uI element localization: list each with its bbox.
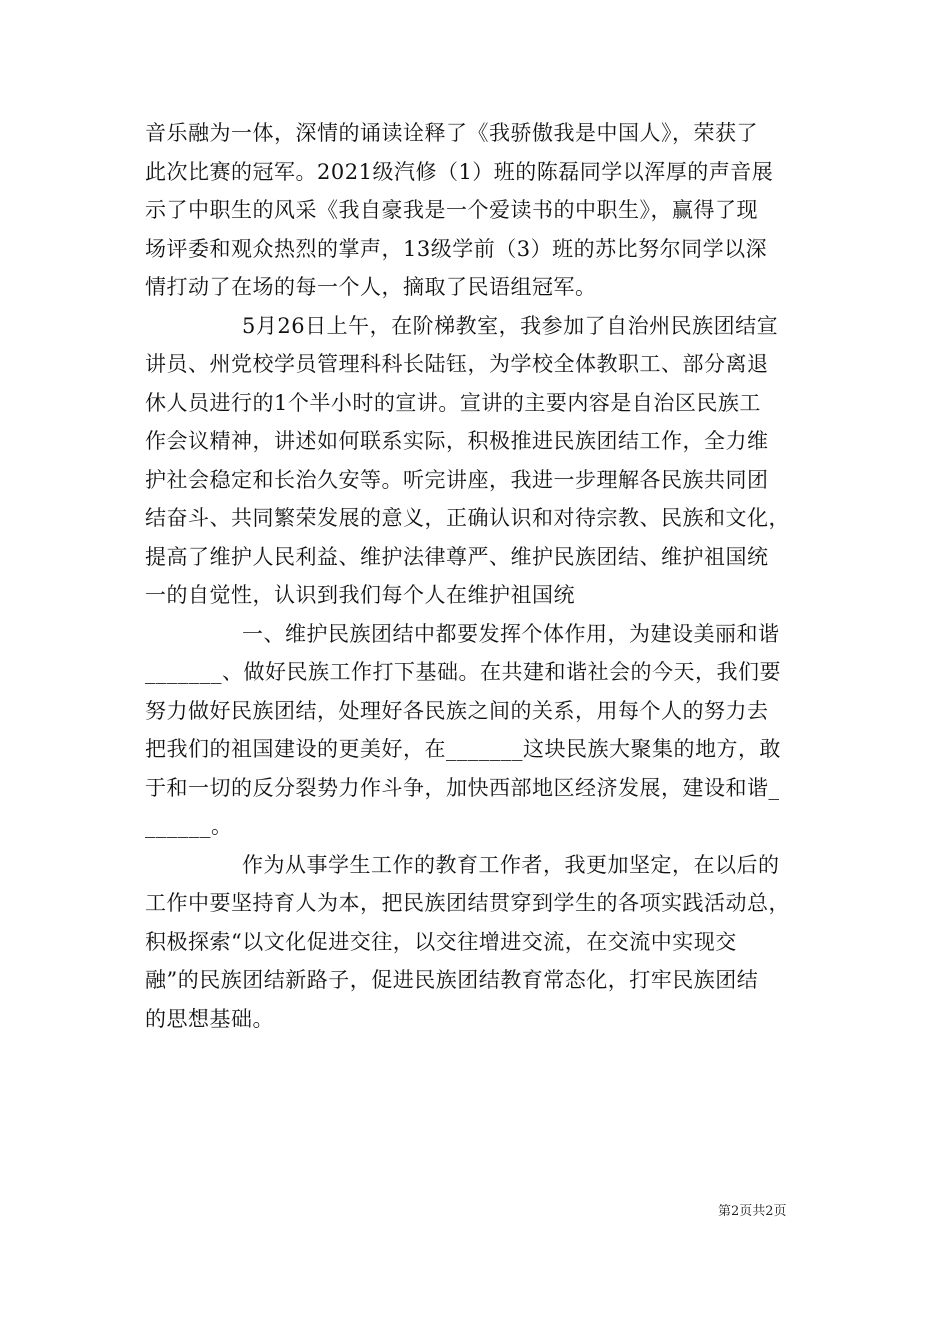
page-number-footer: 第2页共2页 bbox=[718, 1204, 787, 1219]
text-line: 护社会稳定和长治久安等。听完讲座，我进一步理解各民族共同团 bbox=[145, 467, 769, 492]
paragraph-first-line: 作为从事学生工作的教育工作者，我更加坚定，在以后的 bbox=[242, 852, 780, 877]
text-line: ______。 bbox=[145, 814, 233, 838]
text-line: 努力做好民族团结，处理好各民族之间的关系，用每个人的努力去 bbox=[145, 698, 769, 723]
text-line: 工作中要坚持育人为本，把民族团结贯穿到学生的各项实践活动总， bbox=[145, 891, 790, 915]
text-line: _______、做好民族工作打下基础。在共建和谐社会的今天，我们要 bbox=[145, 660, 781, 684]
text-line: 作会议精神，讲述如何联系实际，积极推进民族团结工作，全力维 bbox=[145, 429, 769, 453]
text-line: 的思想基础。 bbox=[145, 1006, 274, 1031]
text-line: 此次比赛的冠军。2021级汽修（1）班的陈磊同学以浑厚的声音展 bbox=[145, 159, 774, 184]
text-line: 讲员、州党校学员管理科科长陆钰，为学校全体教职工、部分离退 bbox=[145, 352, 769, 376]
text-line: 于和一切的反分裂势力作斗争，加快西部地区经济发展，建设和谐_ bbox=[145, 775, 780, 800]
text-line: 场评委和观众热烈的掌声，13级学前（3）班的苏比努尔同学以深 bbox=[145, 236, 768, 261]
document-body bbox=[145, 114, 810, 1038]
text-line: 情打动了在场的每一个人，摘取了民语组冠军。 bbox=[145, 275, 597, 299]
text-line: 把我们的祖国建设的更美好，在_______这块民族大聚集的地方，敢 bbox=[145, 737, 781, 761]
text-line: 示了中职生的风采《我自豪我是一个爱读书的中职生》，赢得了现 bbox=[145, 198, 758, 222]
text-line: 提高了维护人民利益、维护法律尊严、维护民族团结、维护祖国统 bbox=[145, 544, 769, 569]
text-line: 一的自觉性，认识到我们每个人在维护祖国统 bbox=[145, 583, 575, 607]
paragraph-first-line: 5月26日上午，在阶梯教室，我参加了自治州民族团结宣 bbox=[242, 313, 779, 338]
text-line: 结奋斗、共同繁荣发展的意义，正确认识和对待宗教、民族和文化， bbox=[145, 506, 790, 530]
text-line: 融”的民族团结新路子，促进民族团结教育常态化，打牢民族团结 bbox=[145, 968, 759, 992]
paragraph-first-line: 一、维护民族团结中都要发挥个体作用，为建设美丽和谐 bbox=[242, 621, 780, 646]
text-line: 音乐融为一体，深情的诵读诠释了《我骄傲我是中国人》，荣获了 bbox=[145, 121, 758, 145]
text-line: 积极探索“以文化促进交往，以交往增进交流，在交流中实现交 bbox=[145, 929, 737, 954]
text-line: 休人员进行的1个半小时的宣讲。宣讲的主要内容是自治区民族工 bbox=[145, 390, 761, 415]
